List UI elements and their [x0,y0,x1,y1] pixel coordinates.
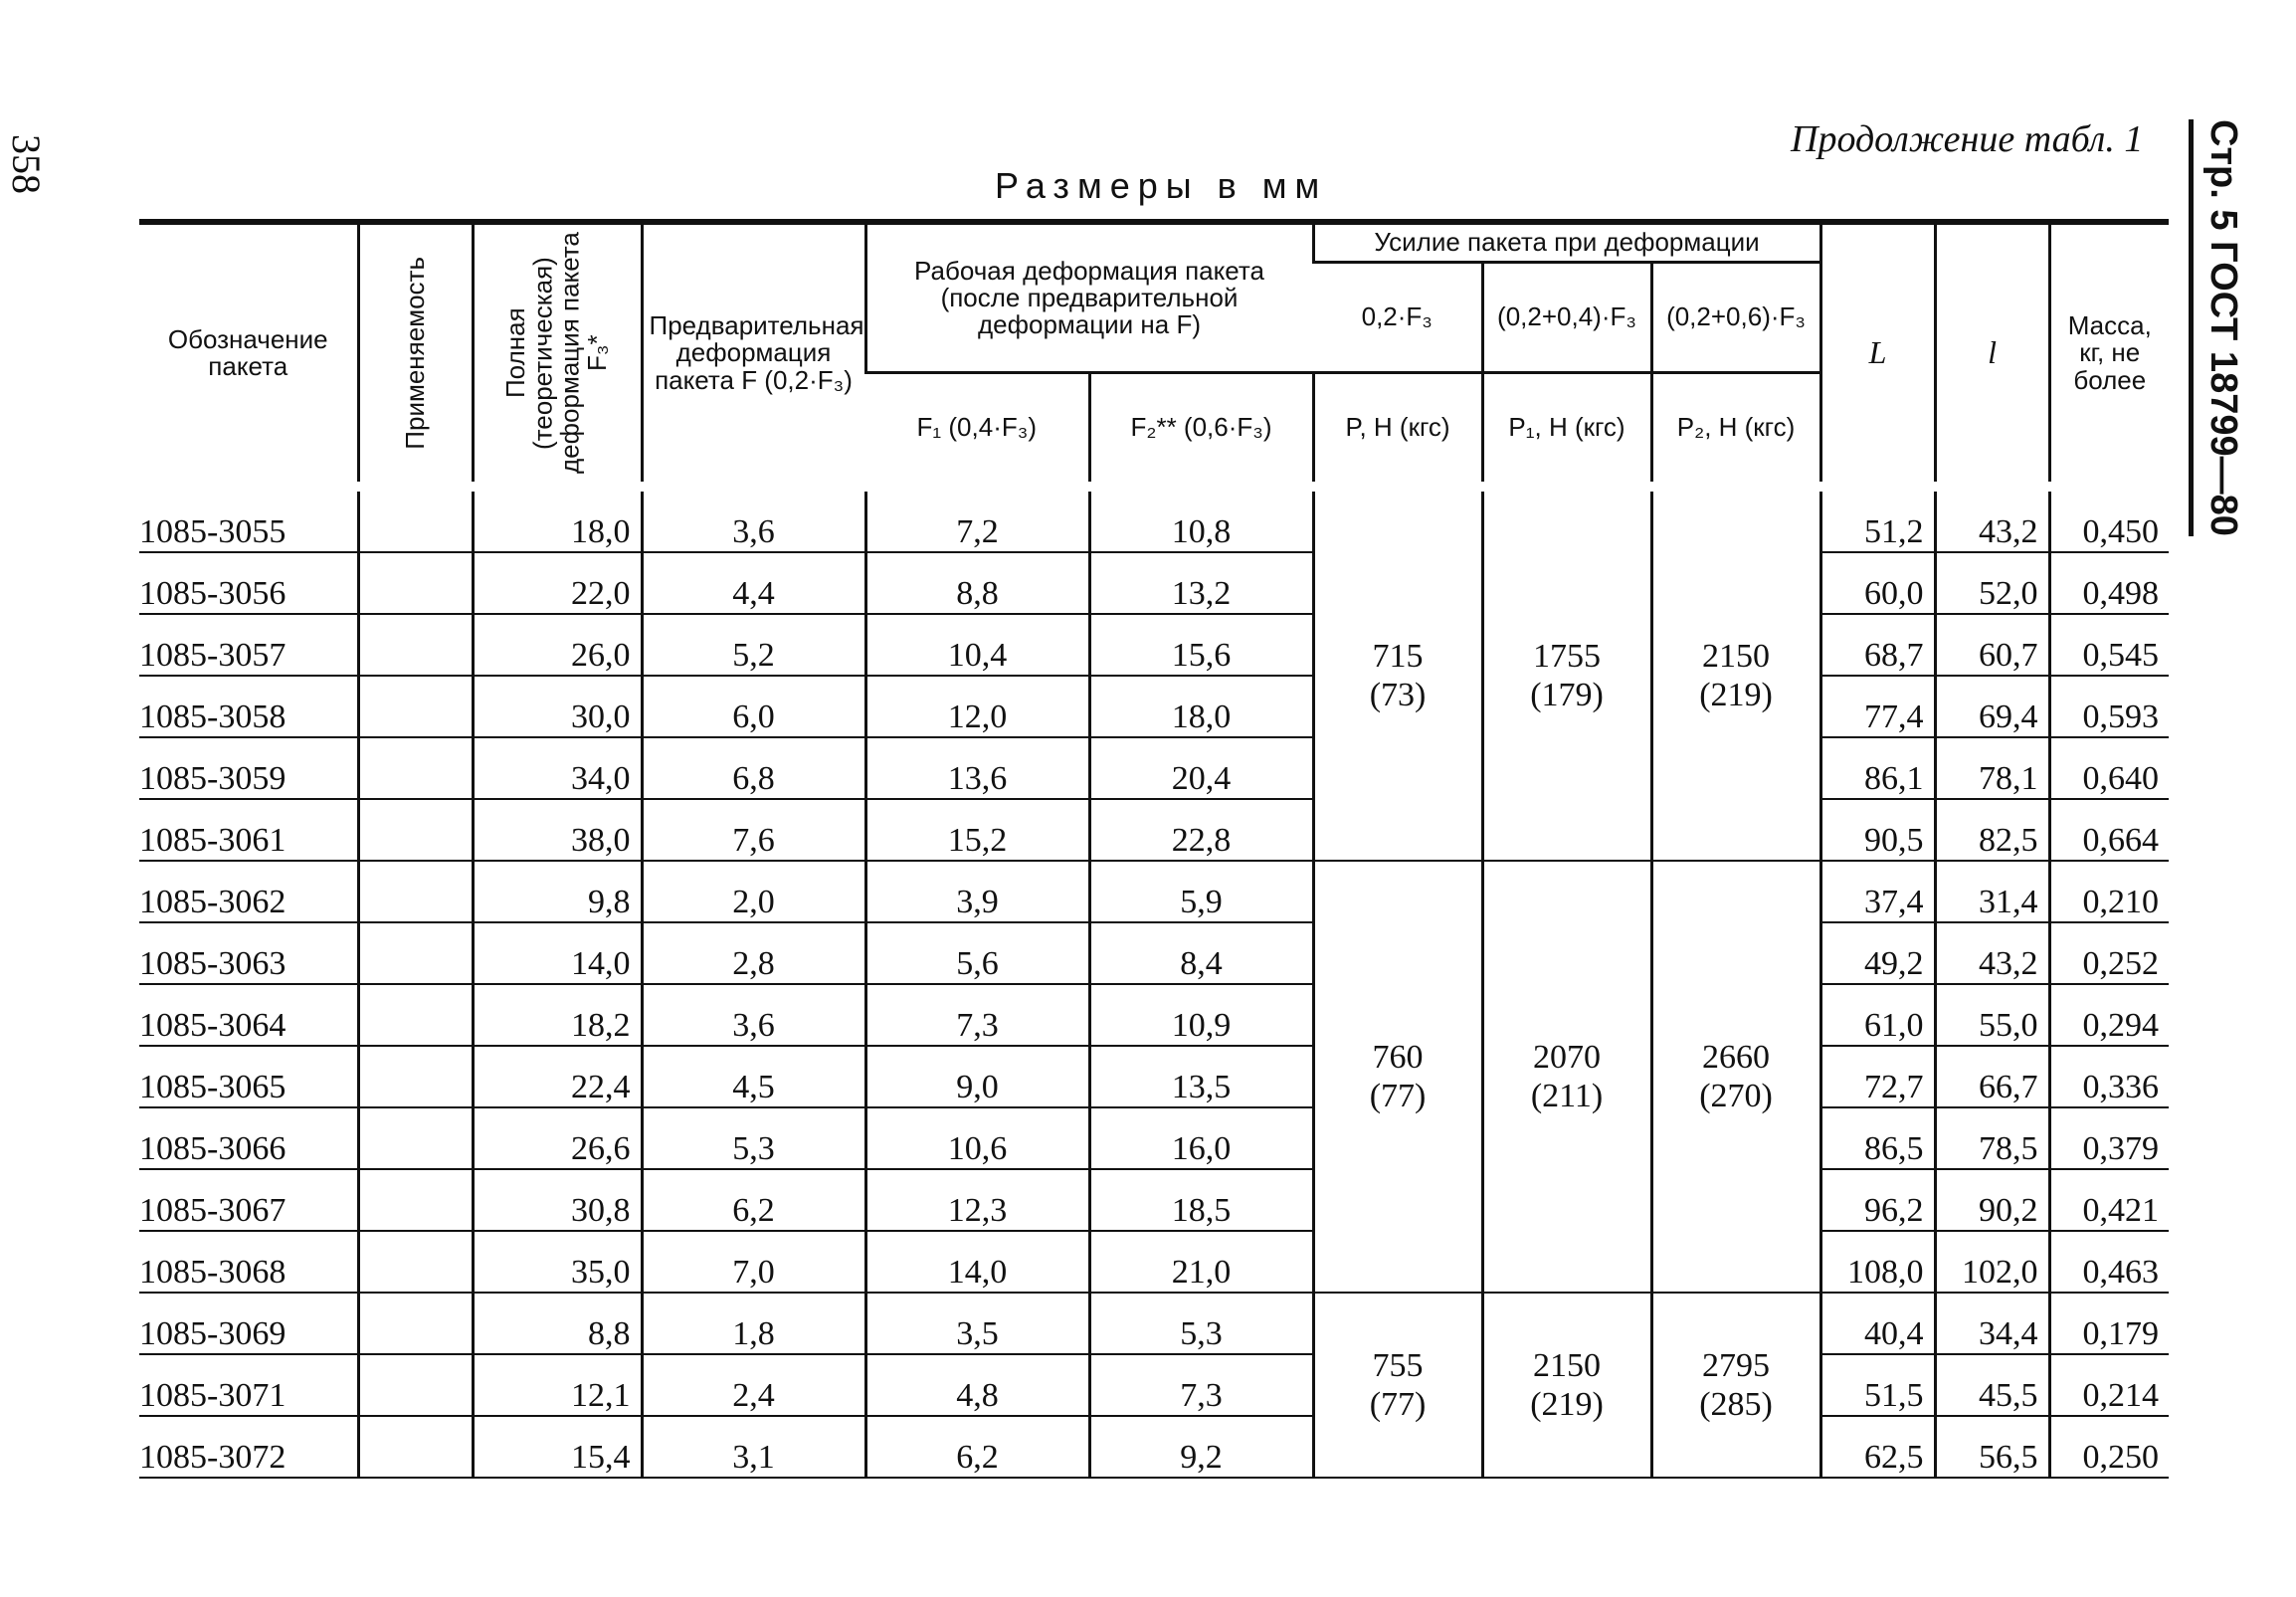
designation-cell: 1085-3057 [139,614,358,676]
designation-cell: 1085-3063 [139,922,358,984]
applicability-cell [358,552,473,614]
table-row [139,737,2169,799]
force-kgf: (285) [1699,1386,1773,1423]
force-p1-cell [1482,487,1651,861]
pre-deformation-cell: 3,6 [642,487,865,552]
pre-deformation-cell: 2,0 [642,861,865,922]
designation-cell: 1085-3058 [139,676,358,737]
l-cell: 102,0 [1935,1231,2049,1293]
L-cell: 51,2 [1820,487,1935,552]
table-continuation-label: Продолжение табл. 1 [1791,118,2144,160]
f2-cell: 13,5 [1089,1046,1313,1107]
applicability-cell [358,922,473,984]
mass-cell: 0,379 [2049,1107,2169,1169]
full-deformation-cell: 8,8 [473,1293,642,1354]
L-cell: 51,5 [1820,1354,1935,1416]
pre-deformation-cell: 7,0 [642,1231,865,1293]
f2-cell: 10,8 [1089,487,1313,552]
force-newtons: 755 [1372,1346,1424,1384]
force-p2-cell [1651,861,1820,1293]
f2-cell: 13,2 [1089,552,1313,614]
force-newtons: 2660 [1702,1038,1771,1076]
force-p2-cell [1651,1293,1820,1478]
f2-cell: 15,6 [1089,614,1313,676]
force-kgf: (179) [1530,677,1604,713]
pre-deformation-cell: 6,2 [642,1169,865,1231]
applicability-cell [358,1046,473,1107]
applicability-cell [358,1416,473,1478]
applicability-cell [358,676,473,737]
designation-cell: 1085-3062 [139,861,358,922]
full-deformation-cell: 15,4 [473,1416,642,1478]
L-cell: 72,7 [1820,1046,1935,1107]
f2-cell: 10,9 [1089,984,1313,1046]
header-designation: Обозначение пакета [139,222,358,487]
mass-cell: 0,336 [2049,1046,2169,1107]
full-deformation-cell: 18,2 [473,984,642,1046]
mass-cell: 0,252 [2049,922,2169,984]
applicability-cell [358,1293,473,1354]
applicability-cell [358,1169,473,1231]
f1-cell: 7,3 [865,984,1089,1046]
f2-cell: 9,2 [1089,1416,1313,1478]
table-row [139,1107,2169,1169]
table-row [139,552,2169,614]
header-applicability [358,222,473,487]
full-deformation-cell: 34,0 [473,737,642,799]
table-row [139,1293,2169,1354]
mass-cell: 0,463 [2049,1231,2169,1293]
L-cell: 108,0 [1820,1231,1935,1293]
designation-cell: 1085-3072 [139,1416,358,1478]
mass-cell: 0,545 [2049,614,2169,676]
applicability-cell [358,799,473,861]
f1-cell: 7,2 [865,487,1089,552]
applicability-cell [358,1231,473,1293]
force-p1-cell [1482,861,1651,1293]
L-cell: 49,2 [1820,922,1935,984]
table-row [139,1231,2169,1293]
f1-cell: 10,4 [865,614,1089,676]
f2-cell: 8,4 [1089,922,1313,984]
table-row [139,984,2169,1046]
force-newtons: 760 [1372,1038,1424,1076]
pre-deformation-cell: 5,3 [642,1107,865,1169]
f1-cell: 14,0 [865,1231,1089,1293]
pre-deformation-cell: 4,4 [642,552,865,614]
header-full-deformation [473,222,642,487]
header-pre-deformation: Предварительная деформация пакета F (0,2·F₃) [642,222,865,487]
designation-cell: 1085-3069 [139,1293,358,1354]
f1-cell: 15,2 [865,799,1089,861]
spring-pack-table [139,219,2169,1479]
pre-deformation-cell: 4,5 [642,1046,865,1107]
f1-cell: 6,2 [865,1416,1089,1478]
f1-cell: 13,6 [865,737,1089,799]
f2-cell: 20,4 [1089,737,1313,799]
full-deformation-cell: 35,0 [473,1231,642,1293]
full-deformation-cell: 22,0 [473,552,642,614]
l-cell: 43,2 [1935,487,2049,552]
force-p1-cell [1482,1293,1651,1478]
mass-cell: 0,498 [2049,552,2169,614]
l-cell: 78,5 [1935,1107,2049,1169]
header-applicability-text: Применяемость [399,257,430,450]
f1-cell: 9,0 [865,1046,1089,1107]
mass-cell: 0,421 [2049,1169,2169,1231]
header-p1: P₁, Н (кгс) [1482,373,1651,488]
mass-cell: 0,250 [2049,1416,2169,1478]
l-cell: 78,1 [1935,737,2049,799]
force-kgf: (270) [1699,1078,1773,1114]
mass-cell: 0,450 [2049,487,2169,552]
L-cell: 86,5 [1820,1107,1935,1169]
header-deform-b: (0,2+0,4)·F₃ [1482,263,1651,373]
L-cell: 60,0 [1820,552,1935,614]
force-newtons: 2150 [1533,1346,1602,1384]
f1-cell: 10,6 [865,1107,1089,1169]
L-cell: 86,1 [1820,737,1935,799]
pre-deformation-cell: 6,0 [642,676,865,737]
designation-cell: 1085-3055 [139,487,358,552]
units-caption: Размеры в мм [995,165,1328,206]
designation-cell: 1085-3056 [139,552,358,614]
table-row [139,1046,2169,1107]
f1-cell: 12,3 [865,1169,1089,1231]
f1-cell: 5,6 [865,922,1089,984]
applicability-cell [358,737,473,799]
mass-cell: 0,179 [2049,1293,2169,1354]
header-p: P, Н (кгс) [1313,373,1482,488]
full-deformation-cell: 38,0 [473,799,642,861]
force-kgf: (77) [1369,1386,1427,1423]
l-cell: 56,5 [1935,1416,2049,1478]
L-cell: 61,0 [1820,984,1935,1046]
L-cell: 96,2 [1820,1169,1935,1231]
force-p-cell [1313,487,1482,861]
header-f2: F₂** (0,6·F₃) [1089,373,1313,488]
designation-cell: 1085-3061 [139,799,358,861]
f2-cell: 5,3 [1089,1293,1313,1354]
L-cell: 40,4 [1820,1293,1935,1354]
force-p-cell [1313,1293,1482,1478]
mass-cell: 0,640 [2049,737,2169,799]
pre-deformation-cell: 2,4 [642,1354,865,1416]
force-kgf: (219) [1530,1386,1604,1423]
f1-cell: 12,0 [865,676,1089,737]
l-cell: 45,5 [1935,1354,2049,1416]
f2-cell: 22,8 [1089,799,1313,861]
f2-cell: 7,3 [1089,1354,1313,1416]
L-cell: 77,4 [1820,676,1935,737]
force-kgf: (219) [1699,677,1773,713]
full-deformation-cell: 26,6 [473,1107,642,1169]
pre-deformation-cell: 2,8 [642,922,865,984]
standard-side-label: Стр. 5 ГОСТ 18799—80 [2189,119,2244,536]
designation-cell: 1085-3071 [139,1354,358,1416]
designation-cell: 1085-3067 [139,1169,358,1231]
designation-cell: 1085-3064 [139,984,358,1046]
full-deformation-cell: 22,4 [473,1046,642,1107]
table-body [139,487,2169,1478]
full-deformation-cell: 30,0 [473,676,642,737]
mass-cell: 0,214 [2049,1354,2169,1416]
table-row [139,1416,2169,1478]
l-cell: 90,2 [1935,1169,2049,1231]
table-row [139,922,2169,984]
pre-deformation-cell: 3,1 [642,1416,865,1478]
L-cell: 62,5 [1820,1416,1935,1478]
l-cell: 31,4 [1935,861,2049,922]
applicability-cell [358,861,473,922]
l-cell: 82,5 [1935,799,2049,861]
header-deform-c: (0,2+0,6)·F₃ [1651,263,1820,373]
mass-cell: 0,593 [2049,676,2169,737]
force-newtons: 715 [1372,637,1424,675]
l-cell: 66,7 [1935,1046,2049,1107]
force-newtons: 2150 [1702,637,1771,675]
force-newtons: 1755 [1533,637,1602,675]
applicability-cell [358,487,473,552]
full-deformation-cell: 14,0 [473,922,642,984]
l-cell: 69,4 [1935,676,2049,737]
f2-cell: 18,0 [1089,676,1313,737]
f2-cell: 21,0 [1089,1231,1313,1293]
pre-deformation-cell: 1,8 [642,1293,865,1354]
l-cell: 43,2 [1935,922,2049,984]
mass-cell: 0,294 [2049,984,2169,1046]
l-cell: 52,0 [1935,552,2049,614]
header-L: L [1820,222,1935,487]
f2-cell: 5,9 [1089,861,1313,922]
header-full-deformation-text: Полная (теоретическая) деформация пакета F₃* [500,232,613,475]
table-row [139,676,2169,737]
L-cell: 68,7 [1820,614,1935,676]
header-l: l [1935,222,2049,487]
force-newtons: 2070 [1533,1038,1602,1076]
pre-deformation-cell: 7,6 [642,799,865,861]
l-cell: 55,0 [1935,984,2049,1046]
f2-cell: 18,5 [1089,1169,1313,1231]
f1-cell: 8,8 [865,552,1089,614]
force-p-cell [1313,861,1482,1293]
l-cell: 60,7 [1935,614,2049,676]
designation-cell: 1085-3068 [139,1231,358,1293]
full-deformation-cell: 30,8 [473,1169,642,1231]
force-kgf: (211) [1530,1078,1604,1114]
pre-deformation-cell: 3,6 [642,984,865,1046]
table-row [139,861,2169,922]
table-row [139,1354,2169,1416]
pre-deformation-cell: 5,2 [642,614,865,676]
applicability-cell [358,1107,473,1169]
full-deformation-cell: 9,8 [473,861,642,922]
mass-cell: 0,210 [2049,861,2169,922]
header-p2: P₂, Н (кгс) [1651,373,1820,488]
designation-cell: 1085-3065 [139,1046,358,1107]
f1-cell: 4,8 [865,1354,1089,1416]
force-kgf: (73) [1369,677,1427,713]
table-row [139,614,2169,676]
table-row [139,487,2169,552]
header-f1: F₁ (0,4·F₃) [865,373,1089,488]
table-row [139,1169,2169,1231]
header-force-group: Усилие пакета при деформации [1313,222,1820,263]
applicability-cell [358,1354,473,1416]
mass-cell: 0,664 [2049,799,2169,861]
f1-cell: 3,5 [865,1293,1089,1354]
header-deform-a: 0,2·F₃ [1313,263,1482,373]
applicability-cell [358,984,473,1046]
L-cell: 90,5 [1820,799,1935,861]
pre-deformation-cell: 6,8 [642,737,865,799]
full-deformation-cell: 18,0 [473,487,642,552]
force-kgf: (77) [1369,1078,1427,1114]
header-mass: Масса, кг, не более [2049,222,2169,487]
full-deformation-cell: 26,0 [473,614,642,676]
applicability-cell [358,614,473,676]
header-work-deformation: Рабочая деформация пакета (после предварительной деформации на F) [865,222,1313,373]
force-newtons: 2795 [1702,1346,1771,1384]
f2-cell: 16,0 [1089,1107,1313,1169]
full-deformation-cell: 12,1 [473,1354,642,1416]
l-cell: 34,4 [1935,1293,2049,1354]
L-cell: 37,4 [1820,861,1935,922]
table-row [139,799,2169,861]
designation-cell: 1085-3059 [139,737,358,799]
f1-cell: 3,9 [865,861,1089,922]
designation-cell: 1085-3066 [139,1107,358,1169]
page-number: 358 [4,134,49,194]
force-p2-cell [1651,487,1820,861]
